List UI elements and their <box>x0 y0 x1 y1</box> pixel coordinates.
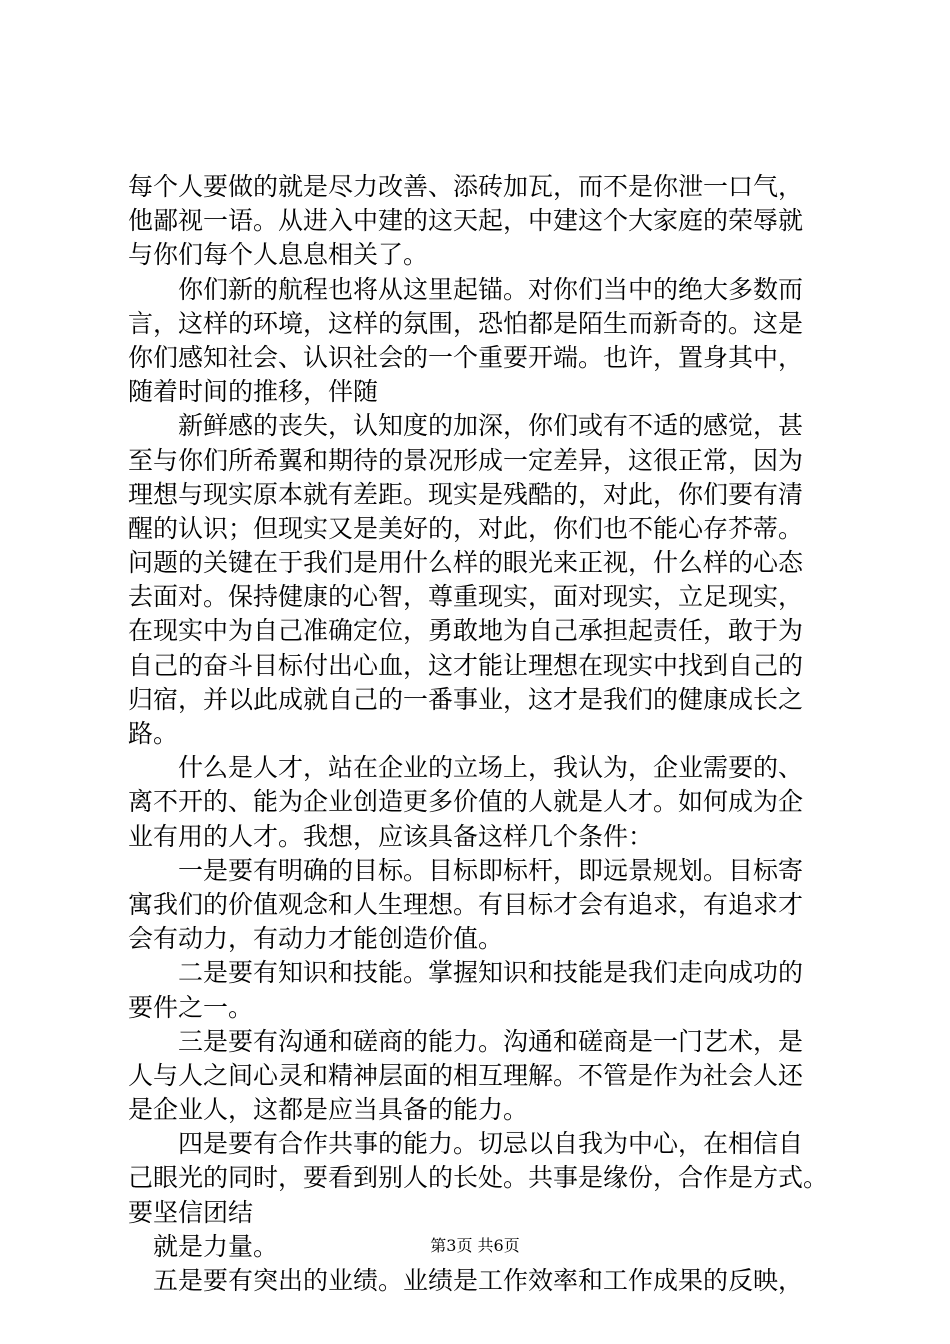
text-line: 归宿，并以此成就自己的一番事业，这才是我们的健康成长之 <box>128 684 804 714</box>
text-line: 言，这样的环境，这样的氛围，恐怕都是陌生而新奇的。这是 <box>128 308 804 338</box>
page-footer <box>0 1236 950 1256</box>
text-line: 去面对。保持健康的心智，尊重现实，面对现实，立足现实， <box>128 582 804 612</box>
text-line: 要坚信团结 <box>128 1197 254 1227</box>
text-line: 会有动力，有动力才能创造价值。 <box>128 924 504 954</box>
text-line: 寓我们的价值观念和人生理想。有目标才会有追求，有追求才 <box>128 889 804 919</box>
text-line: 一是要有明确的目标。目标即标杆，即远景规划。目标寄 <box>178 855 804 885</box>
text-line: 四是要有合作共事的能力。切忌以自我为中心，在相信自 <box>178 1129 804 1159</box>
text-line: 离不开的、能为企业创造更多价值的人就是人才。如何成为企 <box>128 787 804 817</box>
text-line: 五是要有突出的业绩。业绩是工作效率和工作成果的反映， <box>153 1266 804 1295</box>
text-line: 自己的奋斗目标付出心血，这才能让理想在现实中找到自己的 <box>128 650 804 680</box>
text-line: 二是要有知识和技能。掌握知识和技能是我们走向成功的 <box>178 958 804 988</box>
text-line: 醒的认识；但现实又是美好的，对此，你们也不能心存芥蒂。 <box>128 513 804 543</box>
text-line: 他鄙视一语。从进入中建的这天起，中建这个大家庭的荣辱就 <box>128 206 804 236</box>
text-line: 你们新的航程也将从这里起锚。对你们当中的绝大多数而 <box>178 274 804 304</box>
text-line: 要件之一。 <box>128 992 254 1022</box>
text-line: 就是力量。 <box>153 1231 279 1261</box>
text-line: 至与你们所希翼和期待的景况形成一定差异，这很正常，因为 <box>128 445 804 475</box>
text-line: 你们感知社会、认识社会的一个重要开端。也许，置身其中， <box>128 342 804 372</box>
text-line: 什么是人才，站在企业的立场上，我认为，企业需要的、 <box>178 753 804 783</box>
text-line: 理想与现实原本就有差距。现实是残酷的，对此，你们要有清 <box>128 479 804 509</box>
text-line: 己眼光的同时，要看到别人的长处。共事是缘份，合作是方式。 <box>128 1163 829 1193</box>
text-line: 人与人之间心灵和精神层面的相互理解。不管是作为社会人还 <box>128 1060 804 1090</box>
text-line: 是企业人，这都是应当具备的能力。 <box>128 1095 529 1125</box>
text-line: 在现实中为自己准确定位，勇敢地为自己承担起责任，敢于为 <box>128 616 804 646</box>
document-body <box>128 170 848 1298</box>
text-line: 问题的关键在于我们是用什么样的眼光来正视，什么样的心态 <box>128 548 804 578</box>
text-line: 随着时间的推移，伴随 <box>128 377 379 407</box>
text-line: 与你们每个人息息相关了。 <box>128 240 429 270</box>
text-line: 每个人要做的就是尽力改善、添砖加瓦，而不是你泄一口气， <box>128 172 804 201</box>
text-line: 业有用的人才。我想，应该具备这样几个条件： <box>128 821 654 851</box>
page-number-label: 第3页 共6页 <box>430 1236 520 1255</box>
text-line: 三是要有沟通和磋商的能力。沟通和磋商是一门艺术，是 <box>178 1026 804 1056</box>
text-line: 新鲜感的丧失，认知度的加深，你们或有不适的感觉，甚 <box>178 411 804 441</box>
text-line: 路。 <box>128 719 179 748</box>
